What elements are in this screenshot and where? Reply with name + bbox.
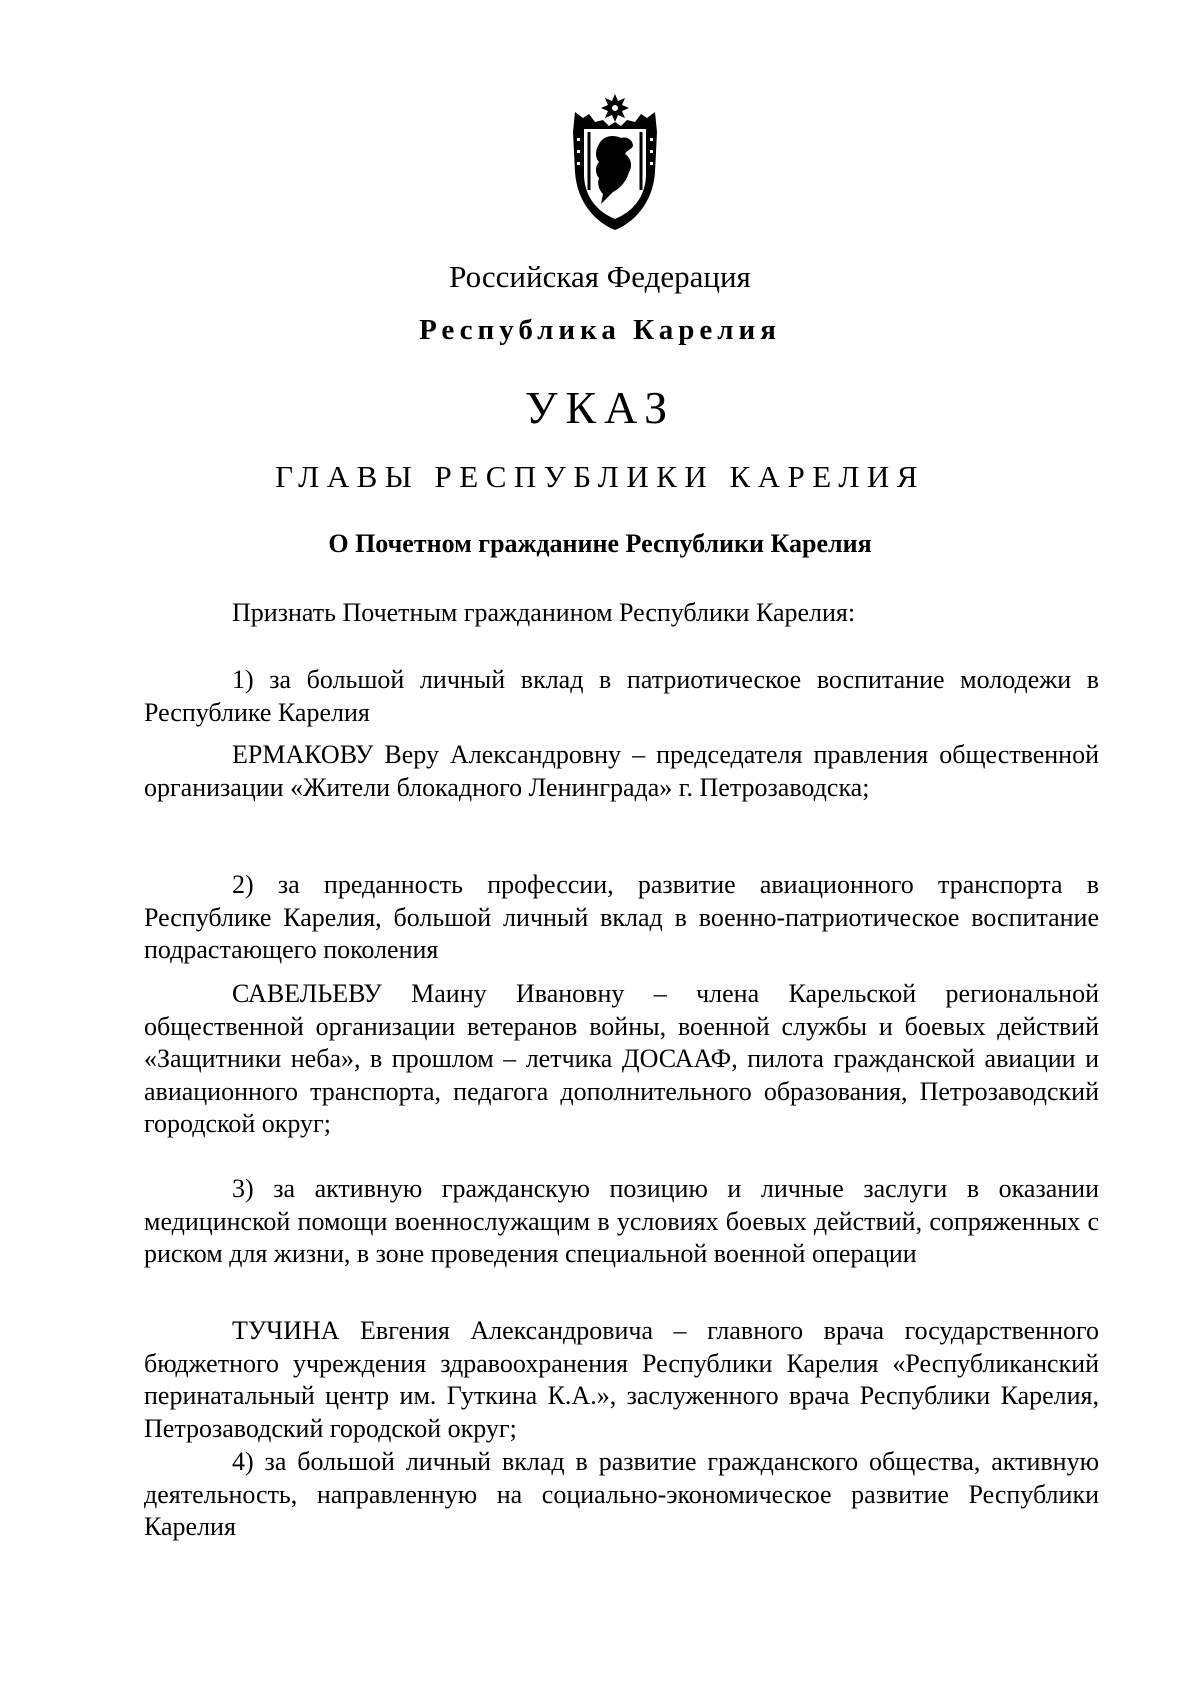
document-issuer: ГЛАВЫ РЕСПУБЛИКИ КАРЕЛИЯ	[275, 459, 925, 494]
award-person-1: ЕРМАКОВУ Веру Александровну – председателя правления общественной организации «Жители блокадного Ленинграда» г. Петрозаводска;	[144, 740, 1099, 802]
republic-name: Республика Карелия	[419, 314, 781, 346]
award-reason-2: 2) за преданность профессии, развитие авиационного транспорта в Республике Карелия, большой личный вклад в военно-патриотическое воспитание подрастающего поколения	[144, 870, 1099, 965]
award-reason-4: 4) за большой личный вклад в развитие гражданского общества, активную деятельность, направленную на социально-экономическое развитие Республики Карелия	[144, 1447, 1099, 1542]
preamble: Признать Почетным гражданином Республики Карелия:	[232, 598, 856, 627]
award-reason-1: 1) за большой личный вклад в патриотическое воспитание молодежи в Республике Карелия	[144, 665, 1099, 727]
coat-of-arms-karelia-icon	[569, 92, 661, 232]
award-person-3: ТУЧИНА Евгения Александровича – главного врача государственного бюджетного учреждения здравоохранения Республики Карелия «Республиканский перинатальный центр им. Гуткина К.А.», заслуженного врача Республики Карелия, Петрозаводский городской округ;	[144, 1316, 1099, 1443]
document-type: УКАЗ	[524, 382, 676, 433]
country-name: Российская Федерация	[449, 259, 751, 294]
award-reason-3: 3) за активную гражданскую позицию и личные заслуги в оказании медицинской помощи военнослужащим в условиях боевых действий, сопряженных с риском для жизни, в зоне проведения специальной военной операции	[144, 1174, 1099, 1269]
award-person-2: САВЕЛЬЕВУ Маину Ивановну – члена Карельской региональной общественной организации ветеранов войны, военной службы и боевых действий «Защитники неба», в прошлом – летчика ДОСААФ, пилота гражданской авиации и авиационного транспорта, педагога дополнительного образования, Петрозаводский городской округ;	[144, 979, 1099, 1139]
decree-title: О Почетном гражданине Республики Карелия	[328, 529, 872, 558]
